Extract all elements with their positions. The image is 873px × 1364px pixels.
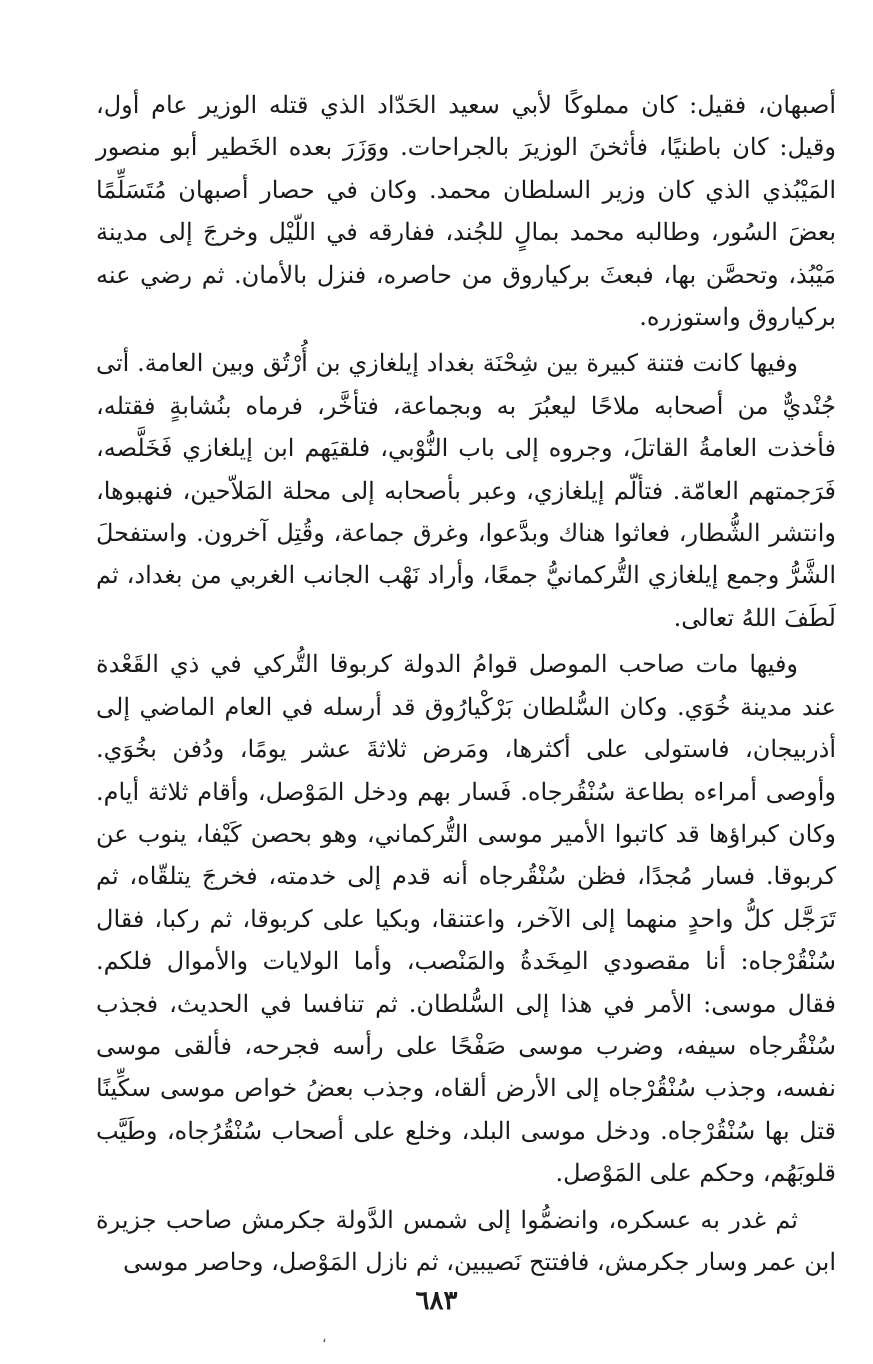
page-body bbox=[96, 84, 836, 1283]
page-number: ٦٨٣ bbox=[415, 1286, 458, 1316]
paragraph-4: ثم غدر به عسكره، وانضمُّوا إلى شمس الدَّولة جكرمش صاحب جزيرة ابن عمر وسار جكرمش، فافتتح نَصيبين، ثم نازل المَوْصل، وحاصر موسى bbox=[96, 1205, 836, 1276]
bottom-mark: ، bbox=[322, 1330, 327, 1346]
paragraph-1: أصبهان، فقيل: كان مملوكًا لأبي سعيد الحَدّاد الذي قتله الوزير عام أول، وقيل: كان باطنيًا، فأثخنَ الوزيرَ بالجراحات. ووَزَرَ بعده الخَطير أبو منصور المَيْبُذي الذي كان وزير السلطان محمد. وكان في حصار أصبهان مُتَسَلِّمًا بعضَ السُور، وطالبه محمد بمالٍ للجُند، ففارقه في اللّيْل وخرجَ إلى مدينة مَيْبُذ، وتحصَّن بها، فبعثَ بركياروق من حاصره، فنزل بالأمان. ثم رضي عنه بركياروق واستوزره. bbox=[96, 91, 836, 332]
paragraph-3: وفيها مات صاحب الموصل قوامُ الدولة كربوقا التُّركي في ذي القَعْدة عند مدينة خُوَي. وكان السُّلطان بَرْكْيارُوق قد أرسله في العام الماضي إلى أذربيجان، فاستولى على أكثرها، ومَرض ثلاثةَ عشر يومًا، ودُفن بخُوَي. وأوصى أمراءه بطاعة سُنْقُرجاه. فَسار بهم ودخل المَوْصل، وأقام ثلاثة أيام. وكان كبراؤها قد كاتبوا الأمير موسى التُّركماني، وهو بحصن كَيْفا، ينوب عن كربوقا. فسار مُجدًا، فظن سُنْقُرجاه أنه قدم إلى خدمته، فخرجَ يتلقّاه، ثم تَرَجَّل كلُّ واحدٍ منهما إلى الآخر، واعتنقا، وبكيا على كربوقا، ثم ركبا، فقال سُنْقُرْجاه: أنا مقصودي المِخَدةُ والمَنْصب، وأما الولايات والأموال فلكم. فقال موسى: الأمر في هذا إلى السُّلطان. ثم تنافسا في الحديث، فجذب سُنْقُرجاه سيفه، وضرب موسى صَفْحًا على رأسه فجرحه، فألقى موسى نفسه، وجذب سُنْقُرْجاه إلى الأرض ألقاه، وجذب بعضُ خواص موسى سكِّينًا قتل بها سُنْقُرْجاه. ودخل موسى البلد، وخلع على أصحاب سُنْقُرُجاه، وطَيَّب قلوبَهُم، وحكم على المَوْصل. bbox=[96, 650, 837, 1188]
paragraph-2: وفيها كانت فتنة كبيرة بين شِحْنَة بغداد إيلغازي بن أُرْتُق وبين العامة. أتى جُنْديٌّ من أصحابه ملاحًا ليعبُرَ به وبجماعة، فتأخَّر، فرماه بنُشابةٍ فقتله، فأخذت العامةُ القاتلَ، وجروه إلى باب النُّوْبي، فلقيَهم ابن إيلغازي فَخَلَّصه، فَرَجمتهم العامّة. فتألّم إيلغازي، وعبر بأصحابه إلى محلة المَلاّحين، فنهبوها، وانتشر الشُّطار، فعاثوا هناك وبدَّعوا، وغرق جماعة، وقُتِل آخرون. واستفحلَ الشَّرُّ وجمع إيلغازي التُّركمانيُّ جمعًا، وأراد نَهْب الجانب الغربي من بغداد، ثم لَطَفَ اللهُ تعالى. bbox=[96, 349, 836, 632]
